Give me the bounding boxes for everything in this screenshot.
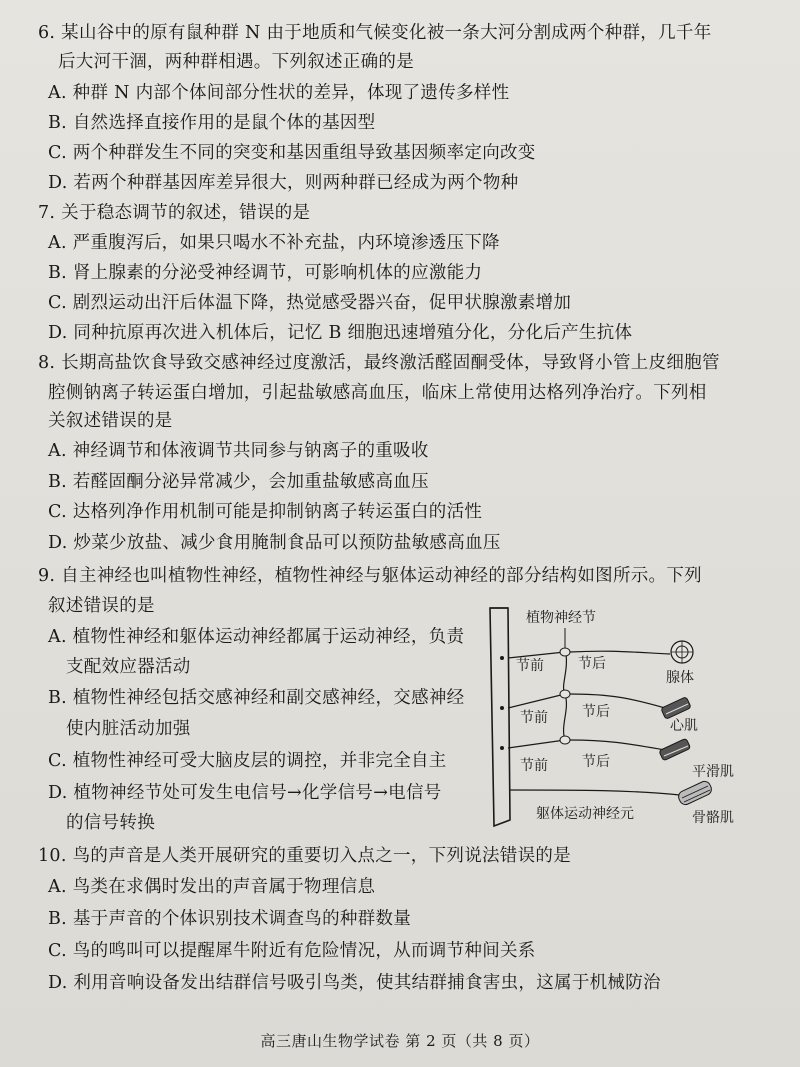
q8-option-a: A. 神经调节和体液调节共同参与钠离子的重吸收 bbox=[48, 441, 429, 461]
postganglionic-fiber-1 bbox=[570, 651, 670, 654]
gland-label: 腺体 bbox=[666, 670, 694, 686]
q10-option-c: C. 鸟的鸣叫可以提醒犀牛附近有危险情况，从而调节种间关系 bbox=[48, 941, 536, 961]
q9-option-c: C. 植物性神经可受大脑皮层的调控，并非完全自主 bbox=[48, 751, 447, 771]
q6-stem-line-2: 后大河干涸，两种群相遇。下列叙述正确的是 bbox=[58, 52, 414, 72]
q9-option-d-line-1: D. 植物神经节处可发生电信号→化学信号→电信号 bbox=[48, 783, 442, 803]
q7-option-a: A. 严重腹泻后，如果只喝水不补充盐，内环境渗透压下降 bbox=[48, 233, 500, 253]
q7-option-c: C. 剧烈运动出汗后体温下降，热觉感受器兴奋，促甲状腺激素增加 bbox=[48, 293, 572, 313]
ganglion-node-3 bbox=[560, 736, 570, 744]
q9-option-d-line-2: 的信号转换 bbox=[66, 813, 155, 833]
q6-option-c: C. 两个种群发生不同的突变和基因重组导致基因频率定向改变 bbox=[48, 143, 536, 163]
nerve-structure-diagram bbox=[470, 590, 780, 830]
spinal-cord-outline bbox=[490, 608, 510, 826]
skeletal-muscle-label: 骨骼肌 bbox=[692, 810, 734, 826]
post-label-2: 节后 bbox=[582, 704, 610, 720]
cell-body-2 bbox=[500, 706, 504, 710]
q6-option-d: D. 若两个种群基因库差异很大，则两种群已经成为两个物种 bbox=[48, 173, 519, 193]
ganglion-node-1 bbox=[560, 648, 570, 656]
pre-label-3: 节前 bbox=[520, 758, 548, 774]
ganglion-label: 植物神经节 bbox=[526, 610, 596, 626]
preganglionic-fiber-2 bbox=[508, 694, 565, 708]
q10-stem-line-1: 10. 鸟的声音是人类开展研究的重要切入点之一，下列说法错误的是 bbox=[38, 846, 571, 866]
q9-option-a-line-2: 支配效应器活动 bbox=[66, 657, 191, 677]
cell-body-3 bbox=[500, 746, 504, 750]
q8-stem-line-3: 关叙述错误的是 bbox=[48, 411, 173, 431]
q10-option-a: A. 鸟类在求偶时发出的声音属于物理信息 bbox=[48, 877, 376, 897]
q9-stem-line-2: 叙述错误的是 bbox=[48, 596, 155, 616]
pre-label-2: 节前 bbox=[520, 710, 548, 726]
pre-label-1: 节前 bbox=[516, 658, 544, 674]
cell-body-1 bbox=[500, 656, 504, 660]
q10-option-d: D. 利用音响设备发出结群信号吸引鸟类，使其结群捕食害虫，这属于机械防治 bbox=[48, 973, 661, 993]
smooth-muscle-label: 平滑肌 bbox=[692, 764, 734, 780]
q7-option-b: B. 肾上腺素的分泌受神经调节，可影响机体的应激能力 bbox=[48, 263, 483, 283]
q9-option-b-line-1: B. 植物性神经包括交感神经和副交感神经，交感神经 bbox=[48, 688, 465, 708]
q10-option-b: B. 基于声音的个体识别技术调查鸟的种群数量 bbox=[48, 909, 412, 929]
q6-option-b: B. 自然选择直接作用的是鼠个体的基因型 bbox=[48, 113, 376, 133]
smooth-muscle-icon bbox=[659, 738, 691, 761]
q6-stem-line-1: 6. 某山谷中的原有鼠种群 N 由于地质和气候变化被一条大河分割成两个种群，几千年 bbox=[38, 23, 712, 43]
q8-option-b: B. 若醛固酮分泌异常减少，会加重盐敏感高血压 bbox=[48, 472, 429, 492]
page-footer: 高三唐山生物学试卷 第 2 页（共 8 页） bbox=[260, 1032, 540, 1050]
q7-stem-line-1: 7. 关于稳态调节的叙述，错误的是 bbox=[38, 203, 311, 223]
skeletal-muscle-icon bbox=[677, 779, 714, 806]
post-label-3: 节后 bbox=[582, 754, 610, 770]
cardiac-muscle-icon bbox=[661, 697, 691, 720]
preganglionic-fiber-3 bbox=[508, 740, 565, 748]
somatic-motor-fiber bbox=[510, 790, 680, 795]
cardiac-label: 心肌 bbox=[670, 718, 698, 734]
q9-option-b-line-2: 使内脏活动加强 bbox=[66, 719, 191, 739]
q7-option-d: D. 同种抗原再次进入机体后，记忆 B 细胞迅速增殖分化，分化后产生抗体 bbox=[48, 323, 633, 343]
q8-option-c: C. 达格列净作用机制可能是抑制钠离子转运蛋白的活性 bbox=[48, 502, 483, 522]
nerve-diagram-svg bbox=[470, 590, 780, 830]
q8-stem-line-2: 腔侧钠离子转运蛋白增加，引起盐敏感高血压，临床上常使用达格列净治疗。下列相 bbox=[48, 383, 707, 403]
gland-icon bbox=[671, 641, 693, 663]
somatic-neuron-label: 躯体运动神经元 bbox=[536, 806, 634, 822]
q9-option-a-line-1: A. 植物性神经和躯体运动神经都属于运动神经，负责 bbox=[48, 627, 465, 647]
q9-stem-line-1: 9. 自主神经也叫植物性神经，植物性神经与躯体运动神经的部分结构如图所示。下列 bbox=[38, 566, 702, 586]
postganglionic-fiber-3 bbox=[570, 740, 665, 750]
q6-option-a: A. 种群 N 内部个体间部分性状的差异，体现了遗传多样性 bbox=[48, 83, 510, 103]
ganglion-node-2 bbox=[560, 690, 570, 698]
q8-option-d: D. 炒菜少放盐、减少食用腌制食品可以预防盐敏感高血压 bbox=[48, 533, 501, 553]
q8-stem-line-1: 8. 长期高盐饮食导致交感神经过度激活，最终激活醛固酮受体，导致肾小管上皮细胞管 bbox=[38, 353, 720, 373]
post-label-1: 节后 bbox=[578, 656, 606, 672]
